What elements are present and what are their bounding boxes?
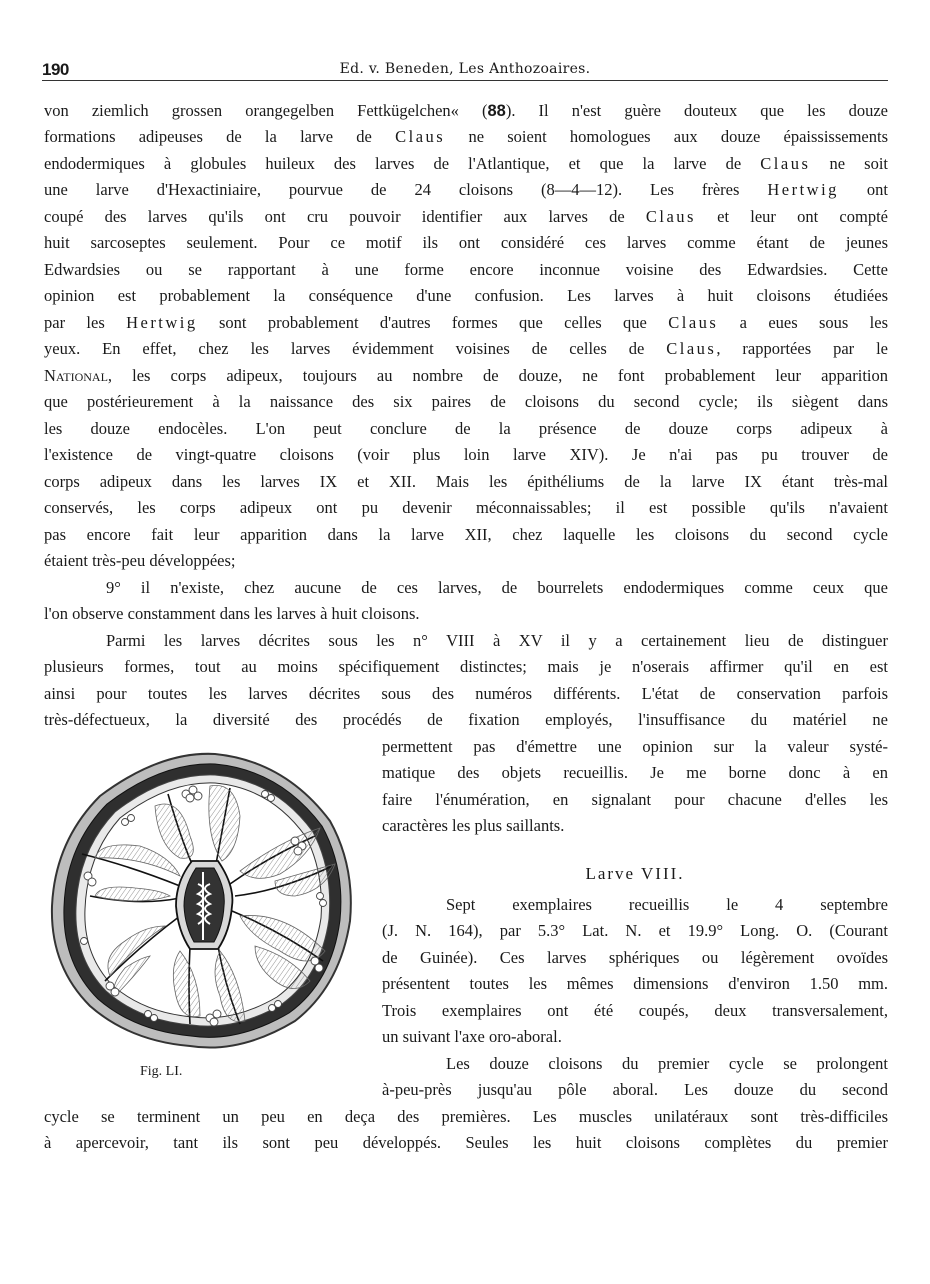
text-line: Edwardsies ou se rapportant à une forme encore inconnue voisine des Edwardsies. Cette — [44, 260, 888, 279]
page-header — [42, 60, 888, 80]
text-segment: ne soit — [810, 154, 888, 173]
figure-caption: Fig. LI. — [140, 1064, 183, 1079]
text-line: à apercevoir, tant ils sont peu développés. Seules les huit cloisons complètes du premier — [44, 1133, 888, 1152]
text-line: étaient très-peu développées; — [44, 551, 236, 570]
text-line: un suivant l'axe oro-aboral. — [382, 1027, 562, 1046]
text-segment: une larve d'Hexactiniaire, pourvue de 24 cloisons (8—4—12). Les frères — [44, 180, 768, 199]
text-segment: et leur ont compté — [695, 207, 888, 226]
text-line — [44, 336, 888, 363]
text-line: (J. N. 164), par 5.3° Lat. N. et 19.9° Long. O. (Courant — [382, 921, 888, 940]
text-line: Parmi les larves décrites sous les n° VIII à XV il y a certainement lieu de distinguer — [106, 631, 888, 650]
text-line: opinion est probablement la conséquence d'une confusion. Les larves à huit cloisons étudiées — [44, 286, 888, 305]
text-line: plusieurs formes, tout au moins spécifiquement distinctes; mais je n'oserais affirmer qu'il en est — [44, 657, 888, 676]
text-line: Sept exemplaires recueillis le 4 septembre — [446, 895, 888, 914]
header-rule — [42, 80, 888, 81]
text-segment: ). Il n'est guère douteux que les douze — [505, 101, 888, 120]
text-line: présentent toutes les mêmes dimensions d'environ 1.50 mm. — [382, 974, 888, 993]
text-segment: , rapportées par le — [716, 339, 888, 358]
text-segment: von ziemlich grossen orangegelben Fettkügelchen« ( — [44, 101, 488, 120]
author-name: Claus — [666, 339, 717, 358]
text-segment: yeux. En effet, chez les larves évidemment voisines de celles de — [44, 339, 667, 358]
citation-number: 88 — [487, 102, 506, 120]
author-name: Hertwig — [767, 180, 839, 199]
text-line: Trois exemplaires ont été coupés, deux transversalement, — [382, 1001, 888, 1020]
text-line: les douze endocèles. L'on peut conclure de la présence de douze corps adipeux à — [44, 419, 888, 438]
author-name: Hertwig — [126, 313, 198, 332]
text-line — [44, 363, 888, 390]
text-line: cycle se terminent un peu en deça des premières. Les muscles unilatéraux sont très-difficiles — [44, 1107, 888, 1126]
text-line: permettent pas d'émettre une opinion sur la valeur systé- — [382, 737, 888, 756]
text-line: de Guinée). Ces larves sphériques ou légèrement ovoïdes — [382, 948, 888, 967]
text-line — [44, 177, 888, 204]
author-name: Claus — [645, 207, 696, 226]
text-segment: par les — [44, 313, 127, 332]
text-segment: endodermiques à globules huileux des larves de l'Atlantique, et que la larve de — [44, 154, 761, 173]
text-line: faire l'énumération, en signalant pour chacune d'elles les — [382, 790, 888, 809]
author-name: Claus — [760, 154, 811, 173]
text-line: 9° il n'existe, chez aucune de ces larves, de bourrelets endodermiques comme ceux que — [106, 578, 888, 597]
text-line — [44, 151, 888, 178]
text-line: huit sarcoseptes seulement. Pour ce motif ils ont considéré ces larves comme étant de jeunes — [44, 233, 888, 252]
section-heading: Larve VIII. — [585, 864, 685, 883]
text-line: l'existence de vingt-quatre cloisons (voir plus loin larve XIV). Je n'ai pas pu trouver de — [44, 445, 888, 464]
larva-cross-section-figure — [40, 746, 362, 1056]
text-line: pas encore fait leur apparition dans la larve XII, chez laquelle les cloisons du second cycle — [44, 525, 888, 544]
text-line: corps adipeux dans les larves IX et XII. Mais les épithéliums de la larve IX étant très-mal — [44, 472, 888, 491]
text-segment: ont — [838, 180, 888, 199]
text-line: Les douze cloisons du premier cycle se prolongent — [446, 1054, 888, 1073]
author-name: Claus — [668, 313, 719, 332]
larva-cross-section-illustration — [40, 746, 362, 1056]
text-line: que postérieurement à la naissance des six paires de cloisons du second cycle; ils siègent dans — [44, 392, 888, 411]
text-line — [44, 310, 888, 337]
page-number: 190 — [42, 60, 69, 79]
text-line: l'on observe constamment dans les larves à huit cloisons. — [44, 604, 420, 623]
pharynx-lumen — [184, 868, 224, 942]
text-segment: formations adipeuses de la larve de — [44, 127, 396, 146]
text-line — [44, 98, 888, 125]
author-name: Claus — [395, 127, 446, 146]
text-line: matique des objets recueillis. Je me borne donc à en — [382, 763, 888, 782]
text-segment: coupé des larves qu'ils ont cru pouvoir identifier aux larves de — [44, 207, 646, 226]
text-segment: ne soient homologues aux douze épaississements — [445, 127, 888, 146]
text-line: caractères les plus saillants. — [382, 816, 565, 835]
text-line: conservés, les corps adipeux ont pu devenir méconnaissables; il est possible qu'ils n'avaient — [44, 498, 888, 517]
running-title: Ed. v. Beneden, Les Anthozoaires. — [339, 61, 591, 77]
text-segment: , les corps adipeux, toujours au nombre de douze, ne font probablement leur apparition — [107, 366, 888, 385]
ship-name: National — [44, 366, 108, 385]
text-line — [44, 204, 888, 231]
text-line: très-défectueux, la diversité des procédés de fixation employés, l'insuffisance du matériel ne — [44, 710, 888, 729]
text-segment: a eues sous les — [718, 313, 888, 332]
text-line: à-peu-près jusqu'au pôle aboral. Les douze du second — [382, 1080, 888, 1099]
text-line: ainsi pour toutes les larves décrites sous des numéros différents. L'état de conservation parfois — [44, 684, 888, 703]
text-line — [44, 124, 888, 151]
text-segment: sont probablement d'autres formes que celles que — [197, 313, 669, 332]
